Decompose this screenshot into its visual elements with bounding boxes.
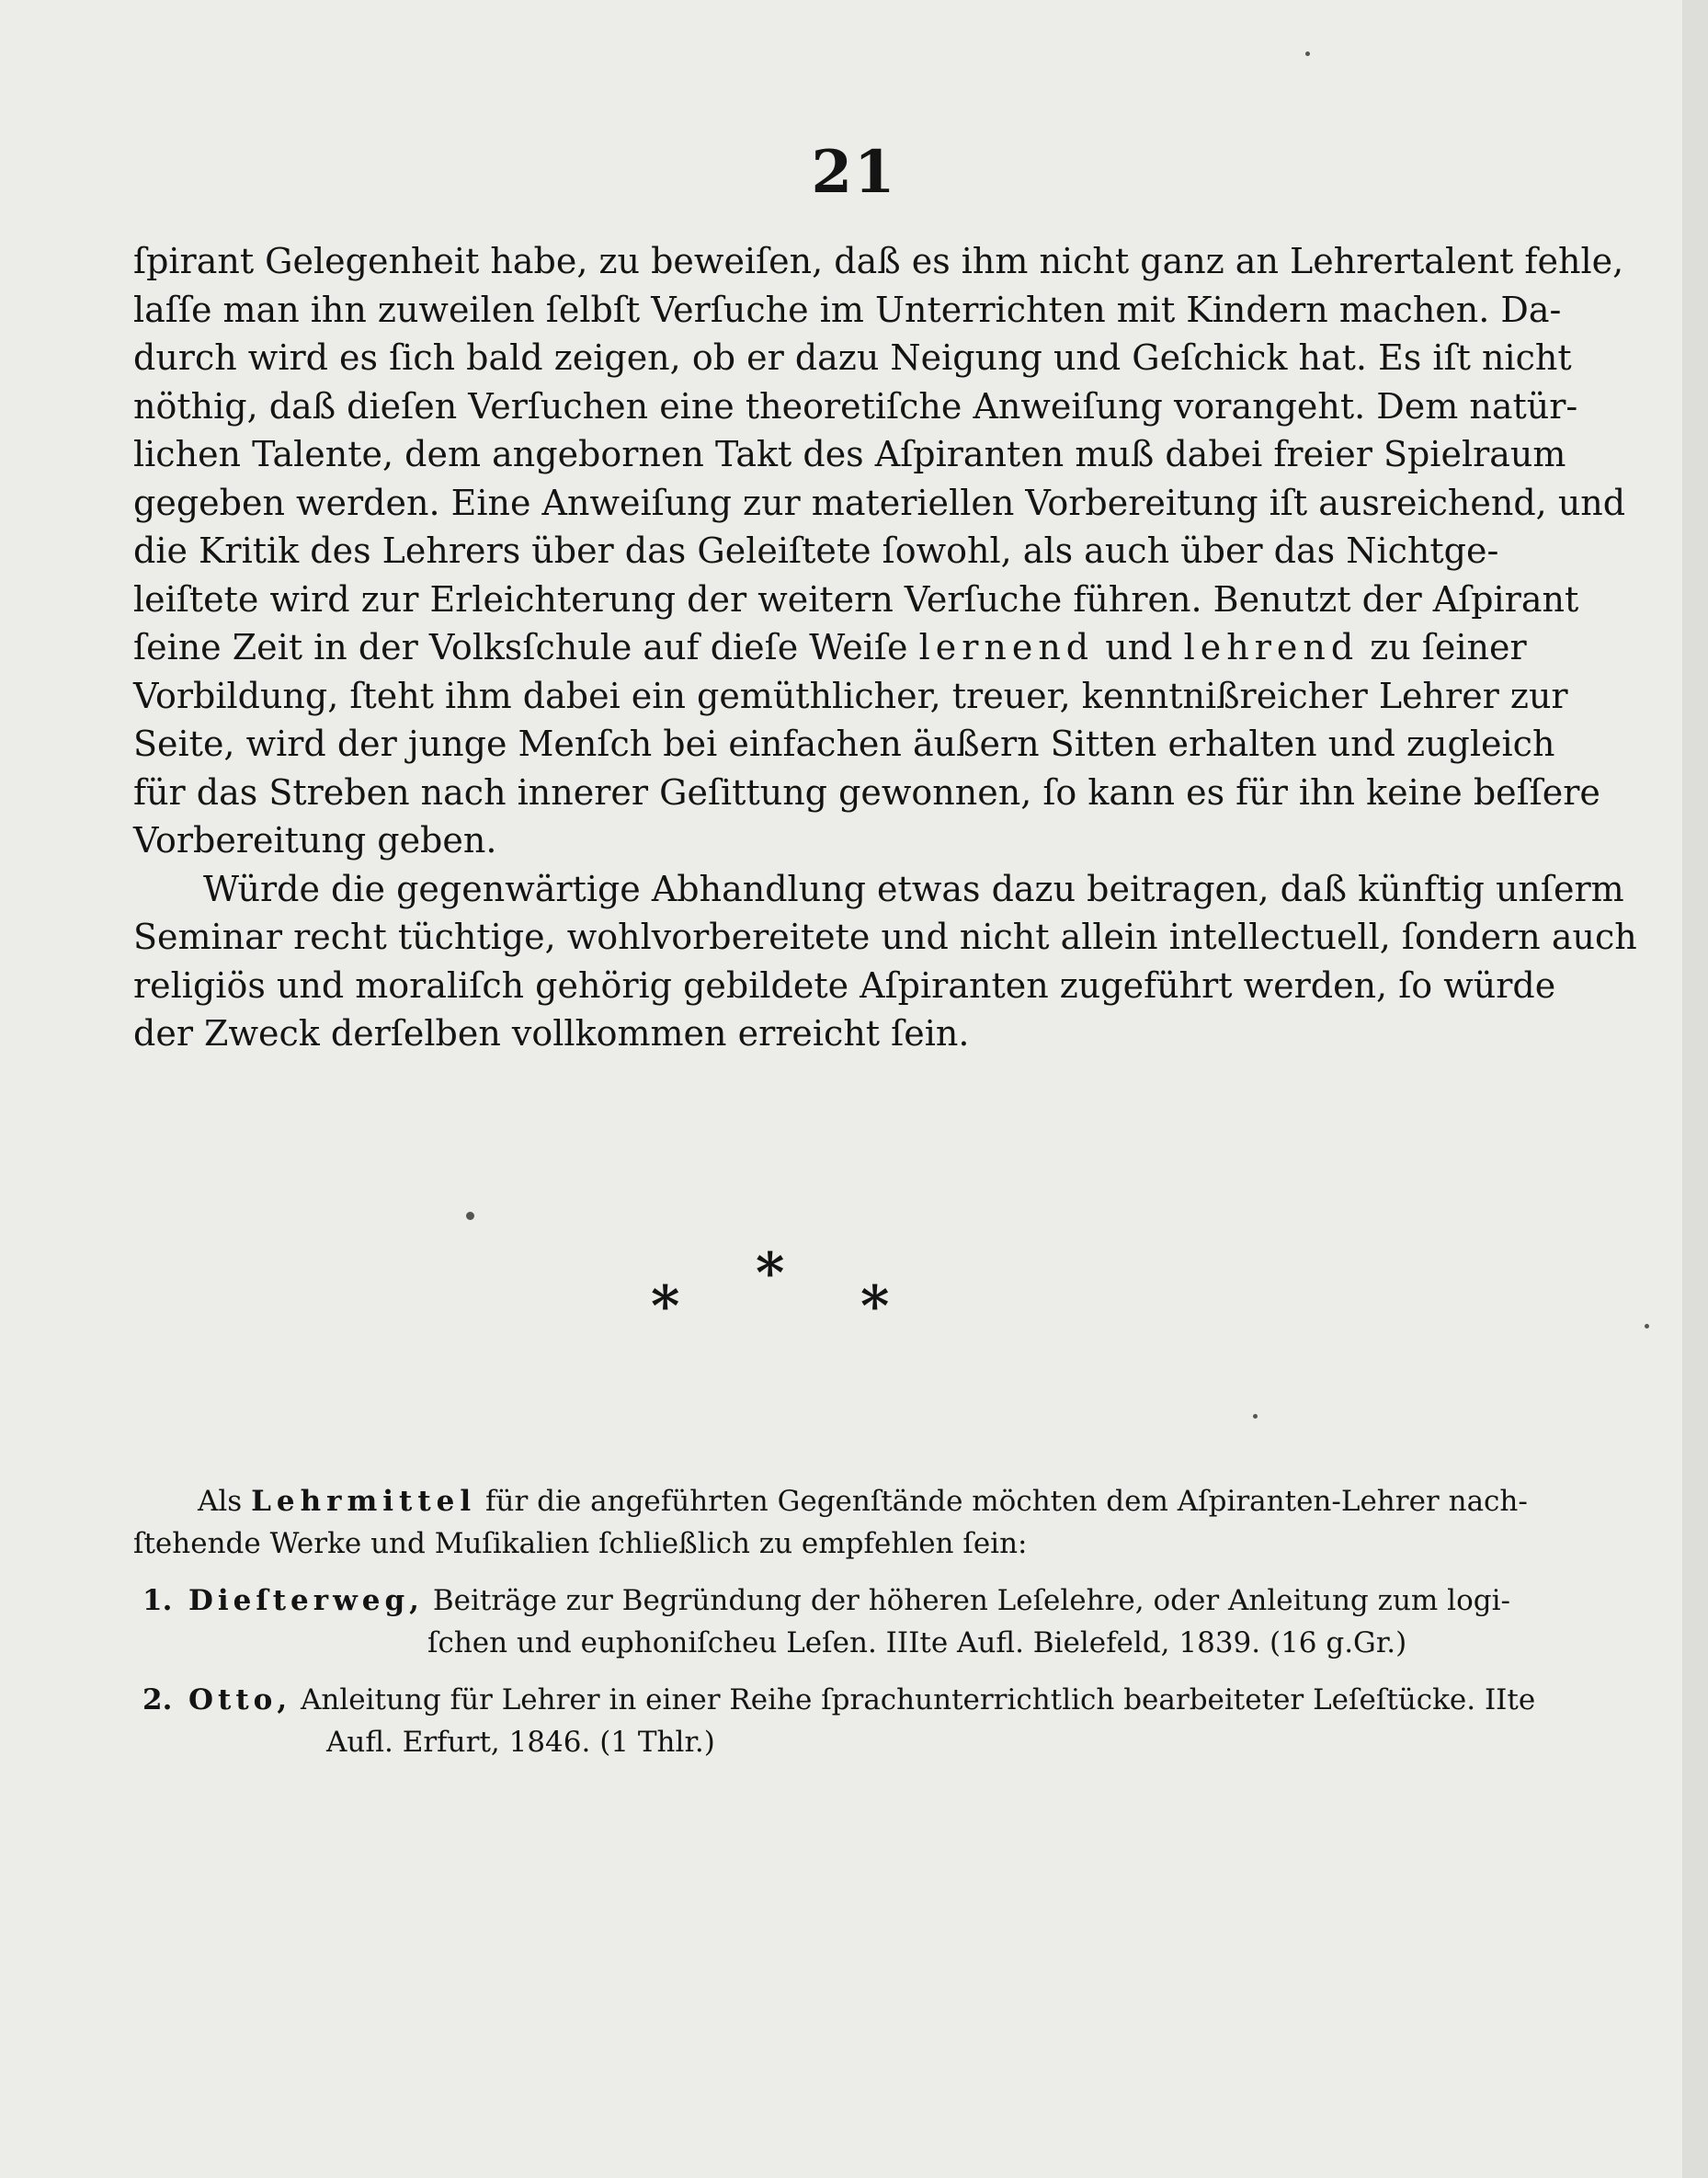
teaching-materials-section	[133, 1480, 1536, 1763]
emphasis-lehrmittel: Lehrmittel	[251, 1485, 477, 1518]
text-line: ſpirant Gelegenheit habe, zu beweiſen, daß es ihm nicht ganz an Lehrertalent fehle,	[133, 241, 1624, 281]
reference-number: 1.	[142, 1584, 173, 1617]
line-post: zu ſeiner	[1370, 627, 1527, 667]
reference-title: Anleitung für Lehrer in einer Reihe ſprachunterrichtlich bearbeiteter Leſeſtücke. IIte	[300, 1683, 1536, 1716]
text-line: leiſtete wird zur Erleichterung der weitern Verſuche führen. Benutzt der Aſpirant	[133, 578, 1579, 620]
text-line: religiös und moraliſch gehörig gebildete Aſpiranten zugeführt werden, ſo würde	[133, 964, 1556, 1006]
line-pre: ſeine Zeit in der Volksſchule auf dieſe Weiſe	[133, 627, 908, 667]
reference-line: Aufl. Erfurt, 1846. (1 Thlr.)	[326, 1726, 715, 1759]
intro-pre: Als	[198, 1485, 243, 1518]
separator-star: *	[651, 1274, 680, 1339]
page-edge-shadow	[1682, 0, 1708, 2178]
intro-line: ſtehende Werke und Muſikalien ſchließlich zu empfehlen ſein:	[133, 1527, 1028, 1560]
text-line: Vorbildung, ſteht ihm dabei ein gemüthlicher, treuer, kenntnißreicher Lehrer zur	[133, 675, 1568, 716]
separator-star: *	[756, 1241, 785, 1306]
reference-title: Beiträge zur Begründung der höheren Leſelehre, oder Anleitung zum logi-	[432, 1584, 1510, 1617]
text-line: laſſe man ihn zuweilen ſelbſt Verſuche im Unterrichten mit Kindern machen. Da-	[133, 289, 1562, 330]
separator-star: *	[860, 1274, 890, 1339]
body-paragraph	[133, 237, 1637, 1058]
page-number: 21	[811, 138, 897, 207]
text-line: der Zweck derſelben vollkommen erreicht ſein.	[133, 1013, 970, 1054]
text-line: gegeben werden. Eine Anweiſung zur materiellen Vorbereitung iſt ausreichend, und	[133, 482, 1626, 523]
reference-item	[133, 1679, 1536, 1763]
reference-item	[133, 1579, 1510, 1664]
reference-author: Otto,	[188, 1683, 292, 1716]
text-line: Vorbereitung geben.	[133, 820, 497, 861]
intro-line	[133, 1480, 1528, 1522]
line-mid: und	[1105, 627, 1173, 667]
reference-author: Dieſterweg,	[188, 1584, 424, 1617]
print-speck	[1253, 1414, 1258, 1419]
text-line: Würde die gegenwärtige Abhandlung etwas dazu beitragen, daß künftig unſerm	[203, 868, 1624, 909]
text-line: nöthig, daß dieſen Verſuchen eine theoretiſche Anweiſung vorangeht. Dem natür-	[133, 385, 1578, 427]
print-speck	[1645, 1324, 1649, 1328]
text-line: durch wird es ſich bald zeigen, ob er dazu Neigung und Geſchick hat. Es iſt nicht	[133, 337, 1572, 378]
text-line-emphasis	[133, 623, 1527, 672]
emphasis-lernend: lernend	[918, 627, 1095, 667]
section-separator	[634, 1241, 910, 1339]
emphasis-lehrend: lehrend	[1183, 627, 1360, 667]
intro-post: für die angeführten Gegenſtände möchten dem Aſpiranten-Lehrer nach-	[485, 1485, 1528, 1518]
text-line: Seminar recht tüchtige, wohlvorbereitete und nicht allein intellectuell, ſondern auch	[133, 917, 1637, 957]
reference-line: ſchen und euphoniſcheu Leſen. IIIte Aufl. Bielefeld, 1839. (16 g.Gr.)	[427, 1626, 1407, 1659]
text-line: für das Streben nach innerer Geſittung gewonnen, ſo kann es für ihn keine beſſere	[133, 771, 1600, 813]
text-line: lichen Talente, dem angebornen Takt des Aſpiranten muß dabei freier Spielraum	[133, 434, 1566, 474]
reference-line	[188, 1579, 1510, 1622]
print-speck	[1305, 51, 1310, 56]
text-line: Seite, wird der junge Menſch bei einfachen äußern Sitten erhalten und zugleich	[133, 724, 1555, 764]
text-line: die Kritik des Lehrers über das Geleiſtete ſowohl, als auch über das Nichtge-	[133, 530, 1499, 571]
reference-number: 2.	[142, 1683, 173, 1716]
print-speck	[466, 1212, 474, 1220]
reference-line	[188, 1679, 1536, 1721]
